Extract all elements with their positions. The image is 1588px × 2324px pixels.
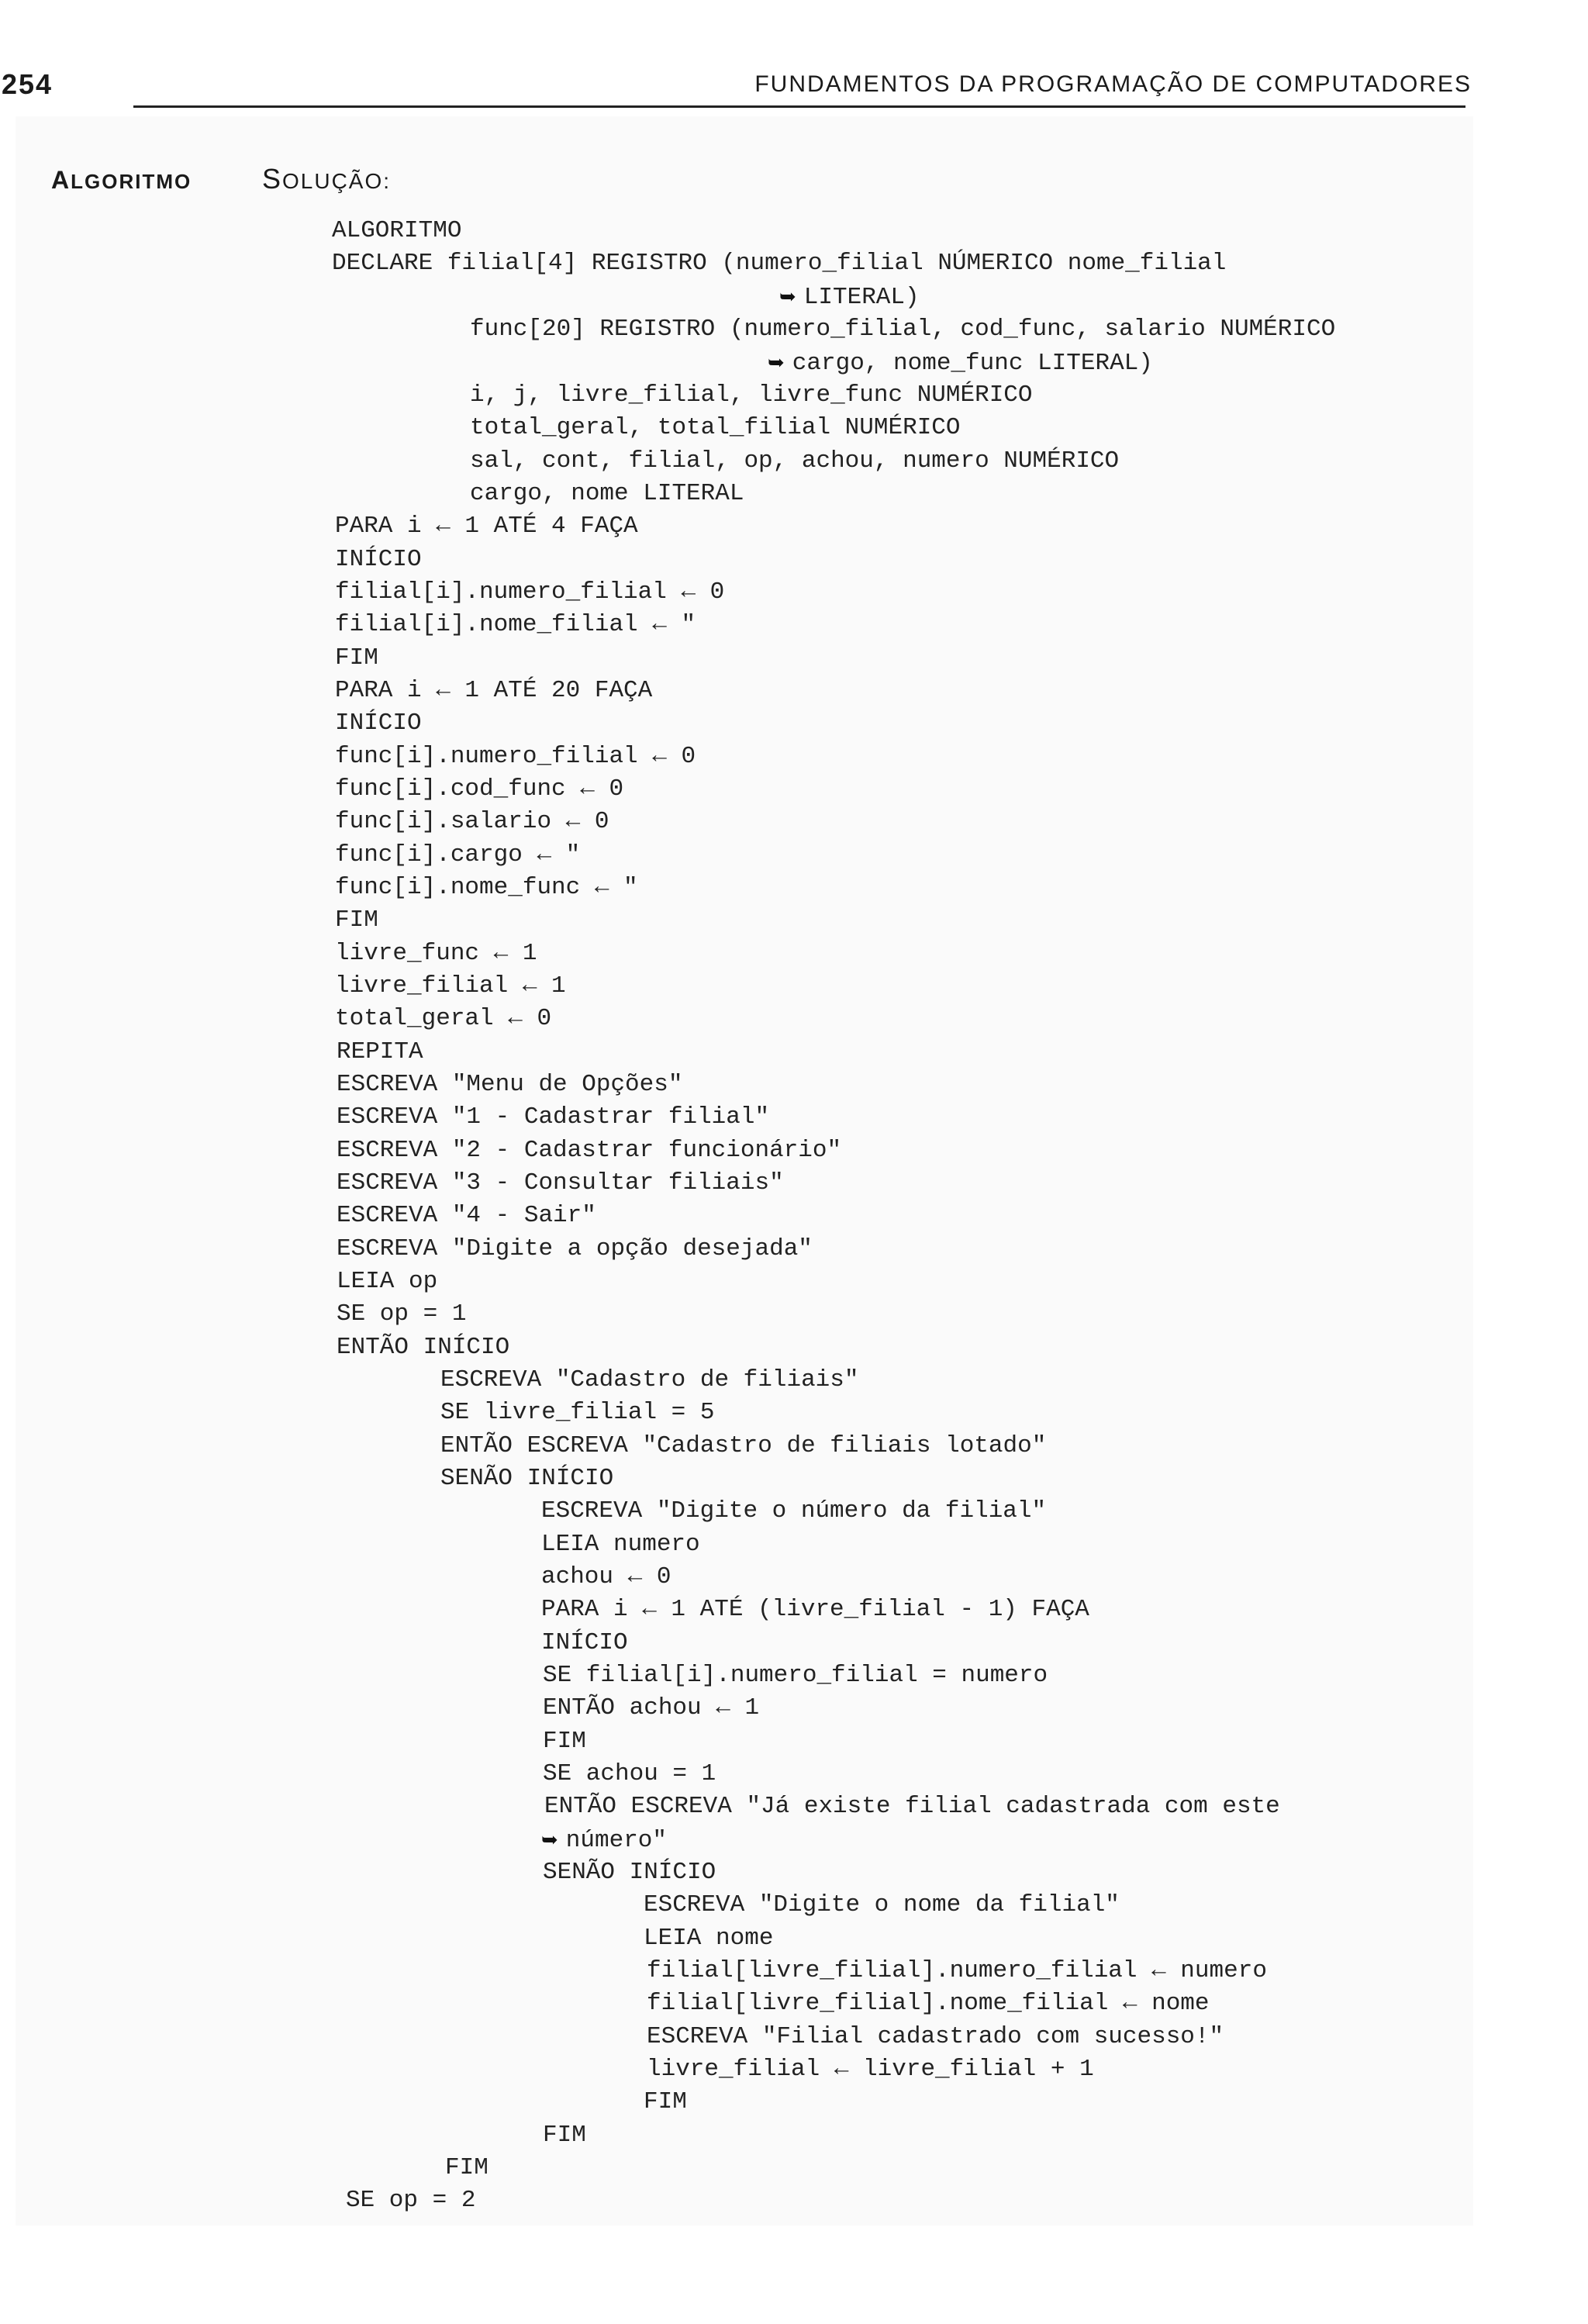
code-line: func[i].salario ← 0 [335,808,609,835]
code-line: FIM [644,2088,687,2115]
code-line: ENTÃO achou ← 1 [543,1694,760,1721]
code-line: ESCREVA "Digite o nome da filial" [644,1891,1120,1918]
code-line: func[i].cargo ← " [335,841,581,868]
code-line: REPITA [337,1038,423,1065]
code-line: SE op = 2 [346,2187,476,2214]
solution-title-rest: OLUÇÃO: [282,169,392,193]
solution-title [262,163,391,195]
code-line: ESCREVA "4 - Sair" [337,1202,596,1229]
code-line: SENÃO INÍCIO [543,1859,716,1886]
code-line: SE livre_filial = 5 [440,1399,715,1426]
code-line: PARA i ← 1 ATÉ (livre_filial - 1) FAÇA [541,1596,1089,1623]
code-line: total_geral ← 0 [335,1005,552,1032]
code-line: livre_filial ← livre_filial + 1 [647,2056,1094,2083]
code-line: ESCREVA "Digite a opção desejada" [337,1235,813,1262]
code-line: achou ← 0 [541,1563,671,1590]
section-label-rest: LGORITMO [71,170,192,193]
running-title: FUNDAMENTOS DA PROGRAMAÇÃO DE COMPUTADORES [754,71,1472,97]
code-line: INÍCIO [335,546,422,573]
page-number: 254 [2,68,54,100]
code-line: FIM [543,1728,586,1755]
code-line: SE op = 1 [337,1300,467,1328]
code-line: filial[livre_filial].nome_filial ← nome [647,1990,1210,2017]
code-line: ESCREVA "Filial cadastrado com sucesso!" [647,2023,1224,2050]
code-line: ALGORITMO [332,217,462,244]
code-line [768,347,1153,380]
code-line: cargo, nome LITERAL [470,480,744,507]
code-line: func[i].nome_func ← " [335,874,638,901]
continuation-arrow-icon: ➥ [768,351,785,375]
code-line: ESCREVA "Digite o número da filial" [541,1497,1047,1525]
code-line: SE achou = 1 [543,1760,716,1787]
code-line: ESCREVA "Cadastro de filiais" [440,1366,859,1393]
continuation-arrow-icon: ➥ [779,285,796,309]
code-line: PARA i ← 1 ATÉ 20 FAÇA [335,677,653,704]
code-line: SENÃO INÍCIO [440,1465,614,1492]
section-label [51,166,192,195]
code-line: filial[livre_filial].numero_filial ← numero [647,1957,1267,1984]
code-line-text: número" [565,1827,668,1854]
code-line: ESCREVA "Menu de Opções" [337,1071,683,1098]
code-line: FIM [445,2154,488,2181]
section-label-initial: A [51,166,71,194]
code-line: LEIA nome [644,1925,774,1952]
code-line-text: LITERAL) [803,284,920,311]
code-line: PARA i ← 1 ATÉ 4 FAÇA [335,513,638,540]
header-rule [133,105,1465,108]
code-line: ENTÃO ESCREVA "Cadastro de filiais lotado" [440,1432,1047,1459]
code-line: LEIA op [337,1268,438,1295]
code-line: ESCREVA "2 - Cadastrar funcionário" [337,1137,842,1164]
code-line-text: cargo, nome_func LITERAL) [792,350,1153,377]
code-line [779,281,920,314]
code-line [541,1824,667,1857]
code-line: ENTÃO INÍCIO [337,1334,510,1361]
continuation-arrow-icon: ➥ [541,1828,558,1852]
code-line: sal, cont, filial, op, achou, numero NUMÉRICO [470,447,1120,475]
code-line: FIM [335,644,378,672]
code-line: livre_filial ← 1 [335,972,566,1000]
code-line: ENTÃO ESCREVA "Já existe filial cadastrada com este [544,1793,1280,1820]
code-line: func[20] REGISTRO (numero_filial, cod_func, salario NUMÉRICO [470,316,1336,343]
code-line: total_geral, total_filial NUMÉRICO [470,414,961,441]
code-line: FIM [543,2122,586,2149]
code-line: ESCREVA "1 - Cadastrar filial" [337,1103,770,1131]
code-line: func[i].cod_func ← 0 [335,775,624,803]
code-line: filial[i].numero_filial ← 0 [335,578,725,606]
code-line: livre_func ← 1 [335,940,537,967]
code-line: INÍCIO [335,710,422,737]
solution-title-initial: S [262,163,283,195]
code-line: ESCREVA "3 - Consultar filiais" [337,1169,784,1197]
code-line: SE filial[i].numero_filial = numero [543,1662,1048,1689]
code-line: FIM [335,906,378,934]
code-line: DECLARE filial[4] REGISTRO (numero_filial NÚMERICO nome_filial [332,250,1227,277]
code-line: filial[i].nome_filial ← " [335,611,696,638]
code-line: func[i].numero_filial ← 0 [335,743,696,770]
code-line: i, j, livre_filial, livre_func NUMÉRICO [470,382,1033,409]
code-line: LEIA numero [541,1531,700,1558]
code-line: INÍCIO [541,1629,628,1656]
